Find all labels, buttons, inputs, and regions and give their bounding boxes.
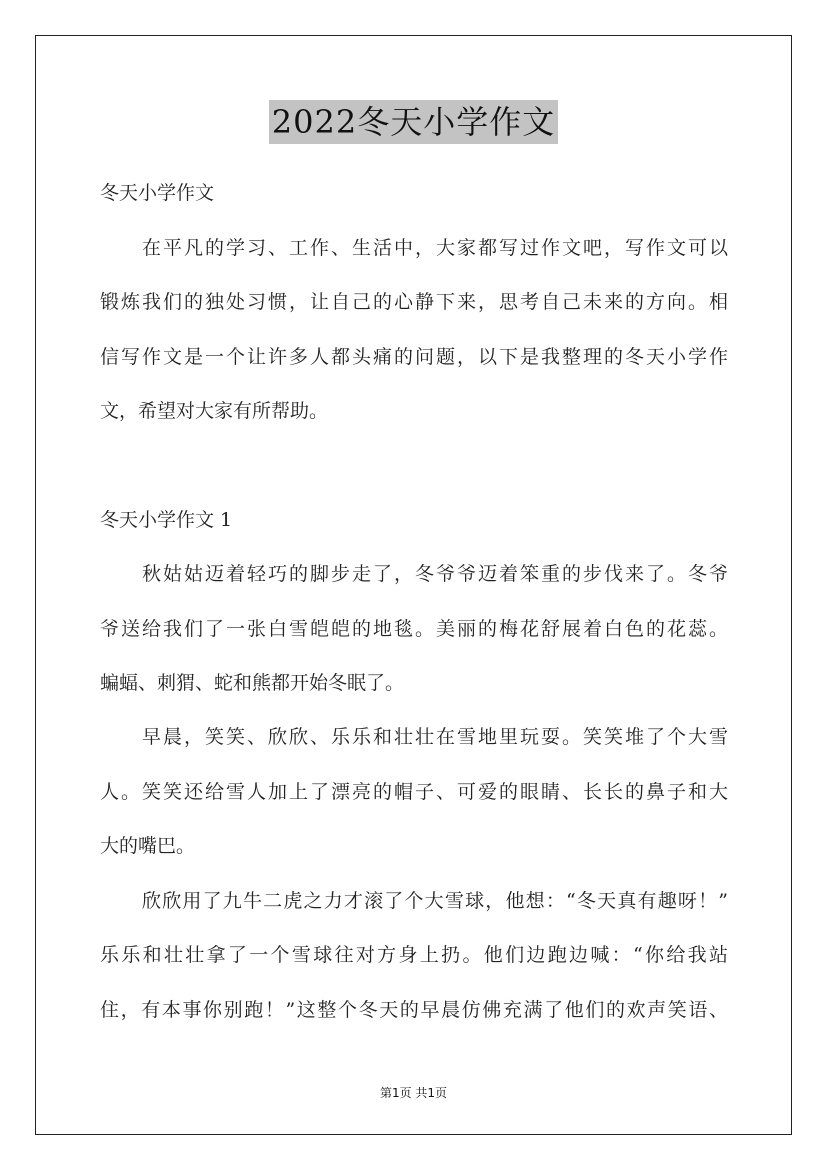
para3-line-3: 住，有本事你别跑！”这整个冬天的早晨仿佛充满了他们的欢声笑语、 [100, 999, 728, 1021]
intro-line-2: 锻炼我们的独处习惯，让自己的心静下来，思考自己未来的方向。相 [100, 291, 728, 313]
page-footer: 第1页 共1页 [379, 1086, 448, 1100]
para2-line-3: 大的嘴巴。 [100, 835, 196, 857]
title-block [0, 100, 827, 144]
para1-line-3: 蝙蝠、刺猬、蛇和熊都开始冬眠了。 [100, 672, 405, 694]
intro-line-4: 文，希望对大家有所帮助。 [100, 400, 329, 422]
para1-line-1: 秋姑姑迈着轻巧的脚步走了，冬爷爷迈着笨重的步伐来了。冬爷 [142, 563, 728, 585]
intro-line-3: 信写作文是一个让许多人都头痛的问题，以下是我整理的冬天小学作 [100, 346, 728, 368]
document-title: 2022冬天小学作文 [269, 100, 558, 144]
para1-line-2: 爷送给我们了一张白雪皑皑的地毯。美丽的梅花舒展着白色的花蕊。 [100, 618, 728, 640]
intro-line-1: 在平凡的学习、工作、生活中，大家都写过作文吧，写作文可以 [142, 237, 728, 259]
para2-line-2: 人。笑笑还给雪人加上了漂亮的帽子、可爱的眼睛、长长的鼻子和大 [100, 781, 728, 803]
para2-line-1: 早晨，笑笑、欣欣、乐乐和壮壮在雪地里玩耍。笑笑堆了个大雪 [142, 726, 728, 748]
essay-heading: 冬天小学作文 1 [100, 509, 233, 531]
section-heading: 冬天小学作文 [100, 182, 215, 204]
para3-line-2: 乐乐和壮壮拿了一个雪球往对方身上扔。他们边跑边喊：“你给我站 [100, 944, 728, 966]
para3-line-1: 欣欣用了九牛二虎之力才滚了个大雪球，他想：“冬天真有趣呀！” [142, 890, 728, 912]
